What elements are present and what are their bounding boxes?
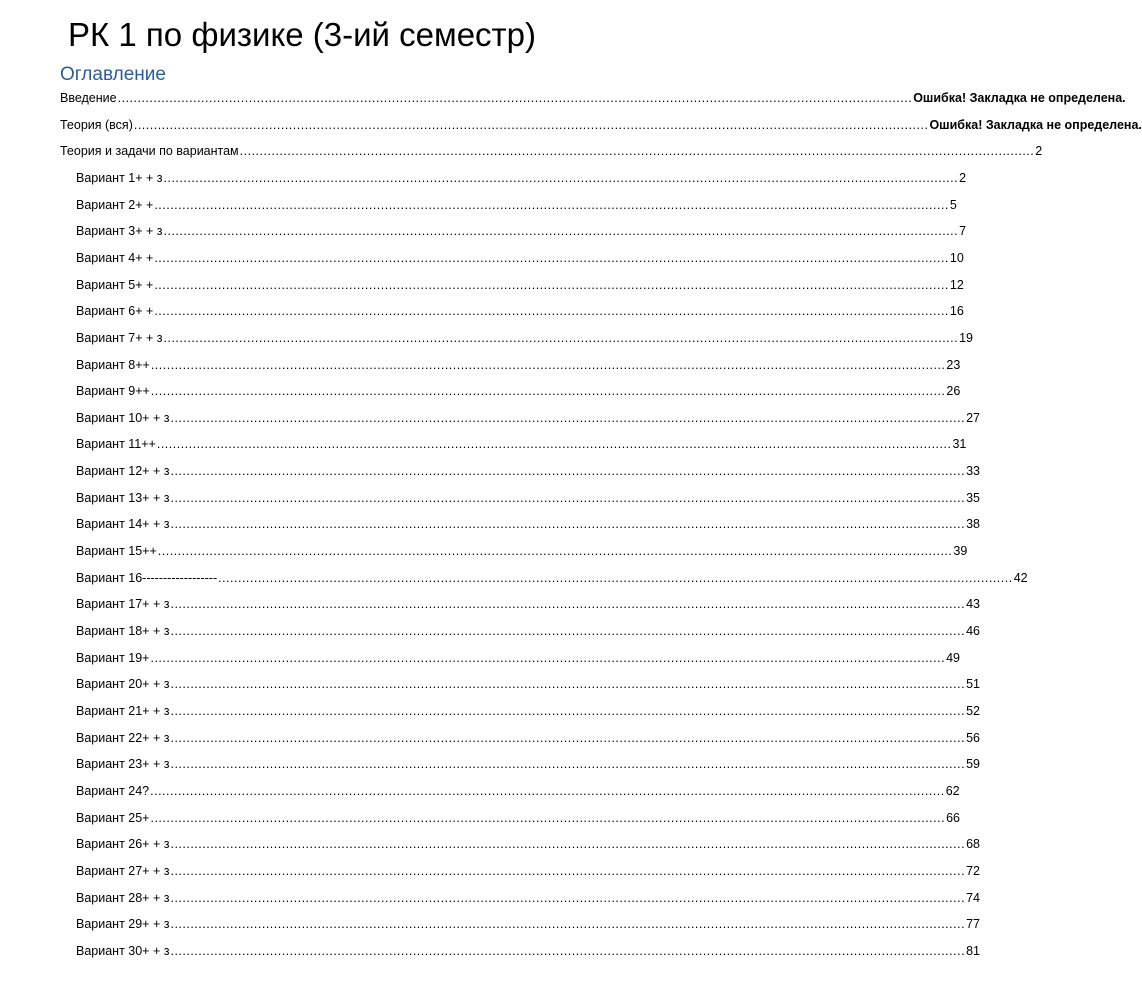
toc-entry-page: 68 [966,837,980,852]
toc-entry-label: Вариант 23+ + з [76,757,170,772]
toc-entry-label: Вариант 17+ + з [76,597,170,612]
toc-entry[interactable] [76,917,980,935]
toc-entry[interactable] [76,703,980,722]
toc-entry[interactable] [76,517,980,535]
toc-entry[interactable] [76,464,980,482]
toc-entry[interactable] [60,91,1126,109]
toc-entry-page: 12 [949,277,964,292]
dot-leader: ........................................................................................................................................................................................................ [163,170,959,185]
toc-entry[interactable] [76,677,980,695]
toc-entry[interactable] [76,544,968,562]
toc-entry-page: 27 [966,410,980,425]
toc-entry-page: 72 [966,863,980,878]
dot-leader: ........................................................................................................................................................................................................ [150,810,946,825]
dot-leader: ........................................................................................................................................................................................................ [150,650,946,665]
toc-entry-label: Теория (вся) [60,117,133,132]
toc-entry[interactable] [76,410,980,429]
toc-entry[interactable] [76,490,980,509]
toc-entry-error: Ошибка! Закладка не определена. [913,91,1126,105]
dot-leader: ........................................................................................................................................................................................................ [170,490,966,505]
toc-entry[interactable] [76,197,957,216]
toc-entry[interactable] [76,570,1028,589]
dot-leader: ........................................................................................................................................................................................................ [154,250,949,265]
toc-entry-page: 19 [959,330,974,345]
toc-entry-label: Вариант 10+ + з [76,410,170,425]
toc-entry-label: Вариант 21+ + з [76,703,170,718]
toc-entry[interactable] [76,224,967,242]
toc-entry-page: 46 [966,624,980,638]
toc-entry-page: 52 [966,703,980,718]
toc-entry-label: Вариант 19+ [76,650,150,665]
toc-entry[interactable] [76,250,964,269]
toc-entry-page: 16 [949,304,964,319]
toc-entry[interactable] [60,117,1142,136]
dot-leader: ........................................................................................................................................................................................................ [150,783,945,798]
toc-entry-page: 10 [949,250,964,265]
toc-entry-label: Вариант 28+ + з [76,890,170,905]
toc-entry-label: Вариант 3+ + з [76,224,163,239]
toc-entry[interactable] [76,357,961,376]
toc-entry-label: Вариант 20+ + з [76,677,170,692]
dot-leader: ........................................................................................................................................................................................................ [170,837,966,852]
toc-entry[interactable] [76,863,980,882]
toc-entry-label: Вариант 25+ [76,810,150,825]
dot-leader: ........................................................................................................................................................................................................ [154,197,949,212]
toc-entry-label: Вариант 16------------------ [76,570,218,585]
dot-leader: ........................................................................................................................................................................................................ [170,757,966,772]
toc-entry-page: 2 [959,170,967,185]
toc-entry-page: 2 [1035,144,1043,159]
dot-leader: ........................................................................................................................................................................................................ [157,544,953,559]
dot-leader: ........................................................................................................................................................................................................ [163,330,959,345]
dot-leader: ........................................................................................................................................................................................................ [156,437,952,452]
toc-entry-label: Вариант 12+ + з [76,464,170,479]
toc-entry-page: 59 [966,757,980,772]
toc-entry-label: Вариант 29+ + з [76,917,170,932]
dot-leader: ........................................................................................................................................................................................................ [170,624,966,638]
toc-heading: Оглавление [60,64,166,85]
toc-entry-page: 5 [949,197,957,212]
toc-entry-page: 33 [966,464,980,479]
toc-entry[interactable] [76,624,980,642]
toc-entry-label: Вариант 15++ [76,544,157,559]
toc-entry[interactable] [76,837,980,855]
toc-entry[interactable] [76,650,960,669]
toc-entry-page: 31 [952,437,967,452]
toc-entry-error: Ошибка! Закладка не определена. [929,117,1142,132]
toc-entry[interactable] [76,810,960,829]
toc-entry[interactable] [76,943,980,962]
toc-entry-page: 7 [959,224,967,239]
dot-leader: ........................................................................................................................................................................................................ [170,517,966,532]
toc-entry-page: 66 [946,810,960,825]
toc-entry[interactable] [60,144,1043,162]
toc-entry-label: Вариант 5+ + [76,277,154,292]
toc-entry-page: 26 [946,384,961,399]
dot-leader: ........................................................................................................................................................................................................ [170,943,966,958]
toc-entry-page: 42 [1013,570,1028,585]
toc-entry-label: Вариант 18+ + з [76,624,170,638]
toc-entry-label: Вариант 4+ + [76,250,154,265]
dot-leader: ........................................................................................................................................................................................................ [154,277,949,292]
toc-entry[interactable] [76,170,967,189]
dot-leader: ........................................................................................................................................................................................................ [170,410,966,425]
toc-entry-page: 23 [946,357,961,372]
dot-leader: ........................................................................................................................................................................................................ [170,703,966,718]
toc-entry-label: Вариант 6+ + [76,304,154,319]
toc-entry-label: Вариант 1+ + з [76,170,163,185]
toc-entry-page: 62 [945,783,960,798]
toc-entry-label: Вариант 26+ + з [76,837,170,852]
toc-entry-page: 49 [946,650,960,665]
toc-entry-page: 77 [966,917,980,932]
toc-entry-page: 38 [966,517,980,532]
toc-entry[interactable] [76,730,980,749]
toc-entry[interactable] [76,330,974,349]
toc-entry-label: Вариант 24? [76,783,150,798]
toc-entry-page: 39 [953,544,968,559]
toc-entry-label: Введение [60,91,117,105]
dot-leader: ........................................................................................................................................................................................................ [218,570,1013,585]
dot-leader: ........................................................................................................................................................................................................ [170,597,966,612]
toc-entry-label: Вариант 13+ + з [76,490,170,505]
toc-entry-page: 81 [966,943,980,958]
dot-leader: ........................................................................................................................................................................................................ [117,91,913,105]
toc-entry-label: Вариант 8++ [76,357,150,372]
toc-entry[interactable] [76,890,980,909]
dot-leader: ........................................................................................................................................................................................................ [133,117,929,132]
toc-entry-label: Вариант 2+ + [76,197,154,212]
toc-entry-page: 74 [966,890,980,905]
document-title: РК 1 по физике (3-ий семестр) [68,16,537,53]
dot-leader: ........................................................................................................................................................................................................ [163,224,959,239]
toc-entry[interactable] [76,437,967,455]
toc-entry-label: Вариант 11++ [76,437,156,452]
toc-entry-label: Вариант 7+ + з [76,330,163,345]
toc-entry[interactable] [76,277,964,296]
dot-leader: ........................................................................................................................................................................................................ [239,144,1035,159]
dot-leader: ........................................................................................................................................................................................................ [170,464,966,479]
toc-entry[interactable] [76,304,964,322]
dot-leader: ........................................................................................................................................................................................................ [150,357,946,372]
toc-entry-label: Вариант 30+ + з [76,943,170,958]
dot-leader: ........................................................................................................................................................................................................ [154,304,949,319]
dot-leader: ........................................................................................................................................................................................................ [170,730,966,745]
dot-leader: ........................................................................................................................................................................................................ [150,384,946,399]
toc-entry-page: 56 [966,730,980,745]
dot-leader: ........................................................................................................................................................................................................ [170,890,966,905]
dot-leader: ........................................................................................................................................................................................................ [170,917,966,932]
toc-entry-page: 35 [966,490,980,505]
toc-entry[interactable] [76,597,980,615]
dot-leader: ........................................................................................................................................................................................................ [170,863,966,878]
toc-entry-label: Теория и задачи по вариантам [60,144,239,159]
toc-entry-page: 51 [966,677,980,692]
toc-entry[interactable] [76,783,960,802]
dot-leader: ........................................................................................................................................................................................................ [170,677,966,692]
toc-entry-label: Вариант 22+ + з [76,730,170,745]
toc-entry-page: 43 [966,597,980,612]
toc-entry[interactable] [76,384,961,402]
toc-entry-label: Вариант 27+ + з [76,863,170,878]
toc-entry-label: Вариант 14+ + з [76,517,170,532]
toc-entry[interactable] [76,757,980,775]
toc-entry-label: Вариант 9++ [76,384,150,399]
